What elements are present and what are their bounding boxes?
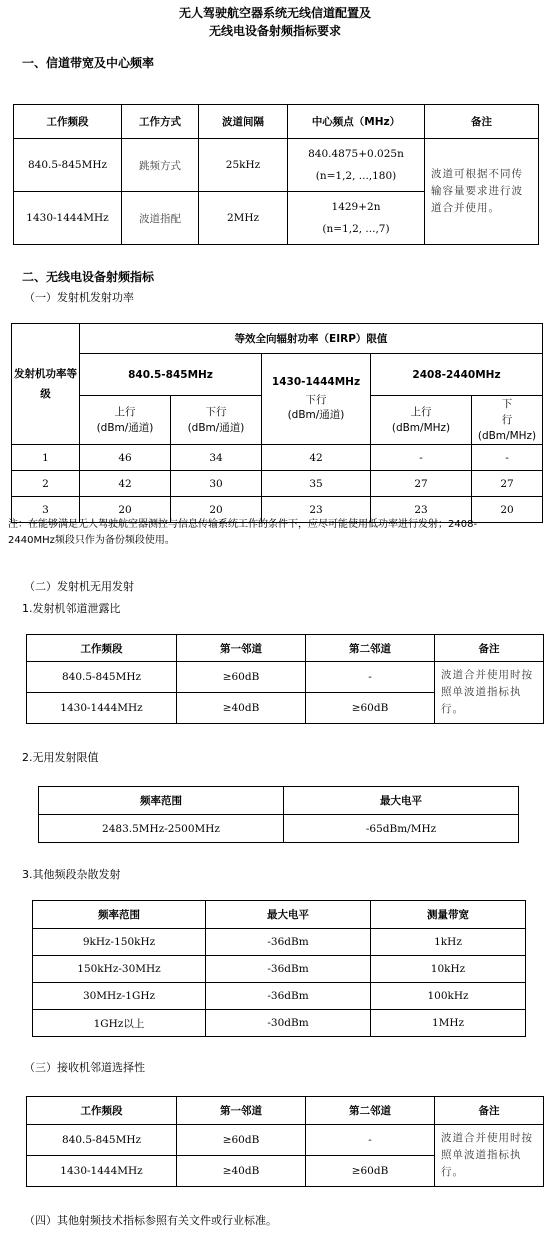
cell: 30MHz-1GHz (33, 983, 206, 1010)
power-table (11, 323, 543, 523)
table-row (12, 445, 543, 471)
cell-remark: 波道合并使用时按照单波道指标执行。 (435, 1125, 544, 1187)
cell: ≥60dB (177, 662, 306, 693)
table-row (27, 1125, 544, 1156)
cell: 100kHz (371, 983, 526, 1010)
doc-title-line1: 无人驾驶航空器系统无线信道配置及 (178, 6, 371, 20)
col-header: 第一邻道 (177, 635, 306, 662)
table-row (33, 1010, 526, 1037)
subsection-power: （一）发射机发射功率 (24, 291, 134, 304)
col-header: 备注 (435, 635, 544, 662)
cell: 27 (472, 471, 543, 497)
up-label: 上行 (410, 406, 432, 418)
col-header-mode: 工作方式 (122, 105, 199, 139)
col-header: 工作频段 (27, 635, 177, 662)
col-header: 最大电平 (284, 787, 519, 815)
col-header-remark: 备注 (425, 105, 539, 139)
col-header: 第二邻道 (306, 635, 435, 662)
item-spurious: 3.其他频段杂散发射 (22, 868, 121, 881)
cell: 20 (472, 497, 543, 523)
cell: 840.5-845MHz (27, 662, 177, 693)
col-header: 工作频段 (27, 1097, 177, 1125)
item-aclr: 1.发射机邻道泄露比 (22, 602, 121, 615)
table-row (39, 815, 519, 843)
cell: 3 (12, 497, 80, 523)
col-header-spacing: 波道间隔 (199, 105, 288, 139)
cell: -36dBm (206, 956, 371, 983)
freq-formula: 840.4875+0.025n (308, 148, 404, 160)
col-header-band-840: 840.5-845MHz (80, 354, 262, 396)
cell: 1MHz (371, 1010, 526, 1037)
up-label: 上行 (114, 406, 136, 418)
cell: 150kHz-30MHz (33, 956, 206, 983)
aclr-table (26, 634, 544, 724)
down-label: 下行 (205, 406, 227, 418)
cell: - (371, 445, 472, 471)
subsection-unwanted: （二）发射机无用发射 (24, 580, 134, 593)
cell: 9kHz-150kHz (33, 929, 206, 956)
unit-label: (dBm/通道) (96, 422, 154, 434)
cell: - (306, 662, 435, 693)
col-header-band-2408: 2408-2440MHz (371, 354, 543, 396)
cell: 35 (262, 471, 371, 497)
note-line: 2440MHz频段只作为备份频段使用。 (8, 535, 175, 546)
freq-formula: 1429+2n (331, 201, 381, 213)
col-header-eirp: 等效全向辐射功率（EIRP）限值 (80, 324, 543, 354)
cell: 1kHz (371, 929, 526, 956)
cell: 46 (80, 445, 171, 471)
cell-center-freq (288, 192, 425, 245)
cell: -65dBm/MHz (284, 815, 519, 843)
cell-band: 840.5-845MHz (14, 139, 122, 192)
cell: 20 (80, 497, 171, 523)
cell: 23 (371, 497, 472, 523)
freq-range: (n=1,2, ...,180) (315, 170, 397, 182)
cell: 1430-1444MHz (27, 1156, 177, 1187)
cell: 42 (80, 471, 171, 497)
band-1430-label: 1430-1444MHz (271, 376, 361, 388)
cell: 34 (171, 445, 262, 471)
cell: 2483.5MHz-2500MHz (39, 815, 284, 843)
table-row (33, 983, 526, 1010)
cell: 1430-1444MHz (27, 693, 177, 724)
col-header: 最大电平 (206, 901, 371, 929)
cell: ≥40dB (177, 1156, 306, 1187)
table-row (27, 662, 544, 693)
cell-band: 1430-1444MHz (14, 192, 122, 245)
doc-title-line2: 无线电设备射频指标要求 (208, 24, 341, 38)
freq-range: (n=1,2, ...,7) (322, 223, 390, 235)
acs-table (26, 1096, 544, 1187)
col-header-840-down (171, 396, 262, 445)
col-header-2408-up (371, 396, 472, 445)
cell-mode: 跳频方式 (122, 139, 199, 192)
channel-table (13, 104, 539, 245)
cell: -36dBm (206, 983, 371, 1010)
col-header: 第二邻道 (306, 1097, 435, 1125)
spurious-table (32, 900, 526, 1037)
cell: ≥60dB (177, 1125, 306, 1156)
col-header: 第一邻道 (177, 1097, 306, 1125)
band-1430-down: 下行 (305, 394, 327, 406)
cell-spacing: 2MHz (199, 192, 288, 245)
cell-remark: 波道可根据不同传输容量要求进行波道合并使用。 (425, 139, 539, 245)
unit-label: 行(dBm/MHz) (477, 414, 537, 442)
unit-label: (dBm/通道) (187, 422, 245, 434)
cell: - (306, 1125, 435, 1156)
down-label: 下 (501, 398, 513, 410)
cell: 1GHz以上 (33, 1010, 206, 1037)
cell: 20 (171, 497, 262, 523)
col-header-2408-down (472, 396, 543, 445)
col-header-level: 发射机功率等级 (12, 324, 80, 445)
band-1430-unit: (dBm/通道) (287, 409, 345, 421)
cell-mode: 波道指配 (122, 192, 199, 245)
col-header-band-1430 (262, 354, 371, 445)
cell: 27 (371, 471, 472, 497)
cell: ≥40dB (177, 693, 306, 724)
cell: 10kHz (371, 956, 526, 983)
subsection-other: （四）其他射频技术指标参照有关文件或行业标准。 (24, 1214, 277, 1227)
item-unwanted-limit: 2.无用发射限值 (22, 751, 99, 764)
cell-center-freq (288, 139, 425, 192)
note-line: 注：在能够满足无人驾驶航空器测控与信息传输系统工作的条件下，应尽可能使用低功率进行发射；2408- (8, 519, 478, 530)
col-header: 频率范围 (33, 901, 206, 929)
cell: ≥60dB (306, 1156, 435, 1187)
cell-spacing: 25kHz (199, 139, 288, 192)
cell: 30 (171, 471, 262, 497)
table-row (14, 139, 539, 192)
col-header-840-up (80, 396, 171, 445)
section1-heading: 一、信道带宽及中心频率 (22, 56, 155, 70)
cell: 42 (262, 445, 371, 471)
table-row (33, 929, 526, 956)
unwanted-table (38, 786, 519, 843)
cell: -30dBm (206, 1010, 371, 1037)
col-header: 测量带宽 (371, 901, 526, 929)
cell-remark: 波道合并使用时按照单波道指标执行。 (435, 662, 544, 724)
col-header: 备注 (435, 1097, 544, 1125)
cell: ≥60dB (306, 693, 435, 724)
section2-heading: 二、无线电设备射频指标 (22, 270, 155, 284)
subsection-acs: （三）接收机邻道选择性 (24, 1061, 145, 1074)
col-header-center-freq: 中心频点（MHz） (288, 105, 425, 139)
cell: 23 (262, 497, 371, 523)
unit-label: (dBm/MHz) (391, 422, 451, 434)
cell: 840.5-845MHz (27, 1125, 177, 1156)
cell: 1 (12, 445, 80, 471)
table-row (12, 471, 543, 497)
table-row (33, 956, 526, 983)
col-header-band: 工作频段 (14, 105, 122, 139)
power-note (8, 517, 544, 549)
cell: - (472, 445, 543, 471)
cell: 2 (12, 471, 80, 497)
cell: -36dBm (206, 929, 371, 956)
col-header: 频率范围 (39, 787, 284, 815)
